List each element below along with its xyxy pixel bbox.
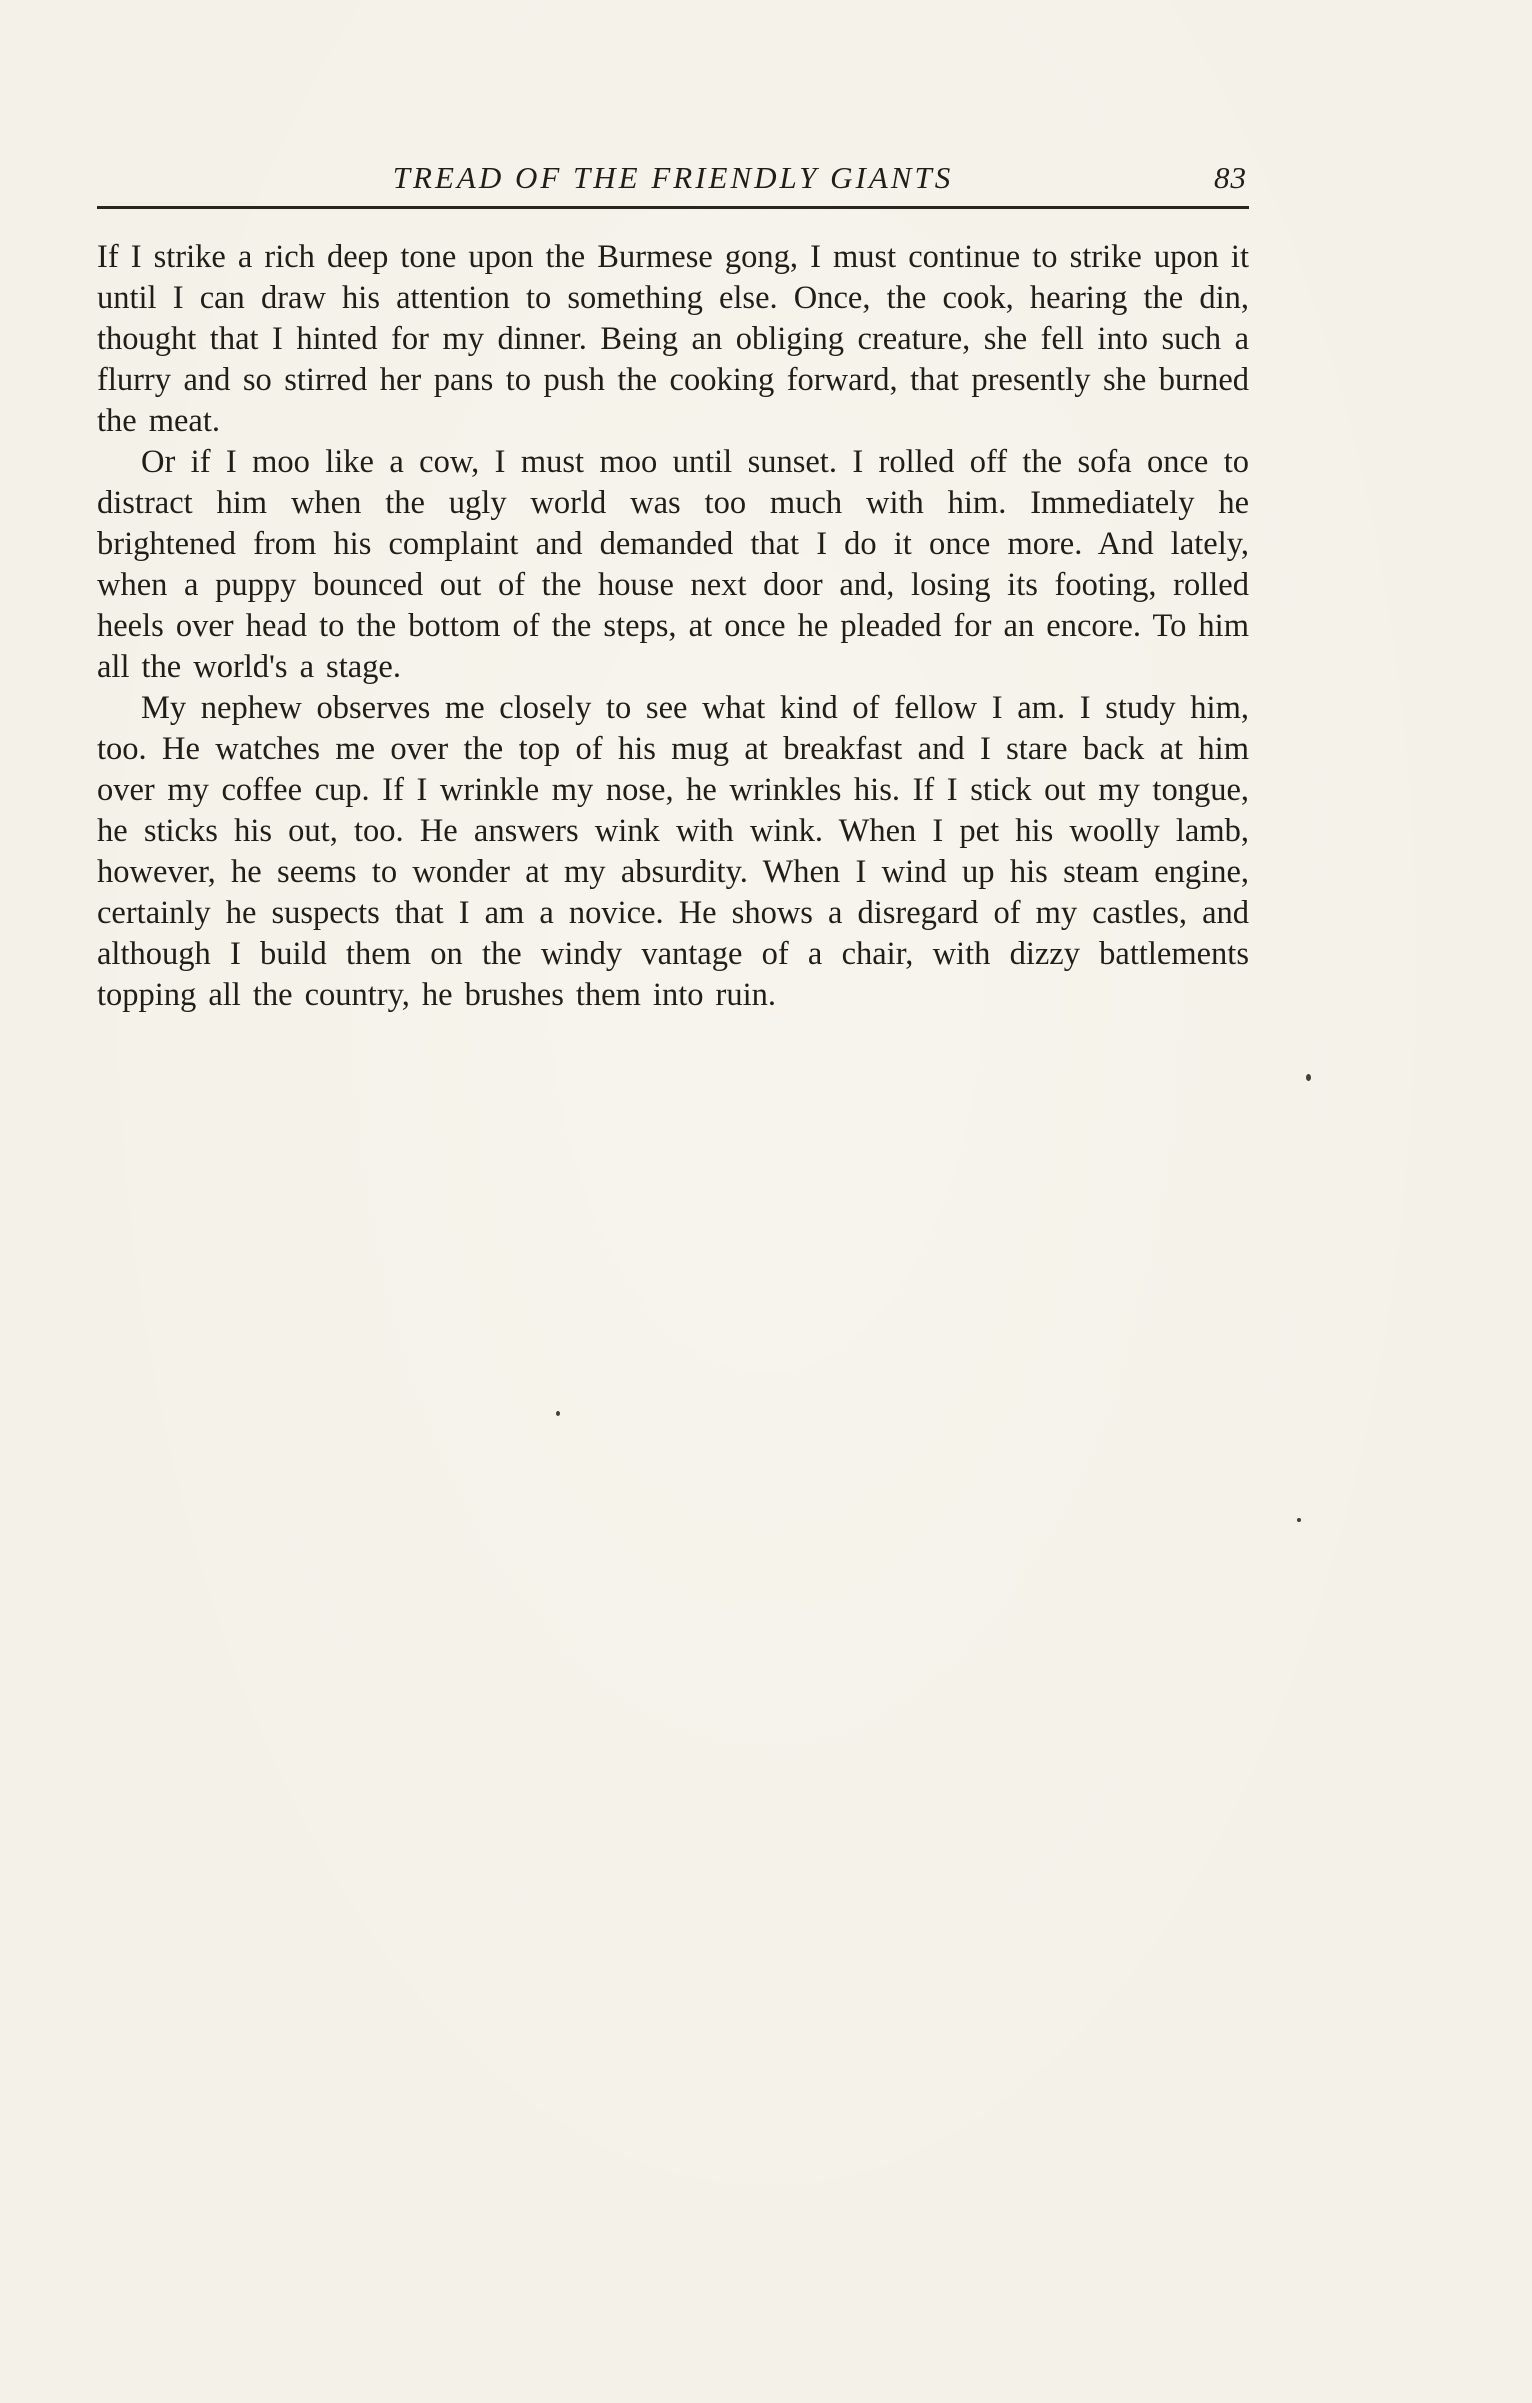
page-number: 83 xyxy=(1214,160,1247,195)
page-title: TREAD OF THE FRIENDLY GIANTS xyxy=(392,160,954,195)
scan-artifact xyxy=(556,1411,560,1416)
running-head xyxy=(97,160,1249,206)
book-page xyxy=(97,160,1249,1016)
paragraph: Or if I moo like a cow, I must moo until sunset. I rolled off the sofa once to distract him when the ugly world was too much with him. Immediately he brightened from his complaint and demanded that I do it once more. And lately, when a puppy bounced out of the house next door and, losing its footing, rolled heels over head to the bottom of the steps, at once he pleaded for an encore. To him all the world's a stage. xyxy=(97,444,1249,685)
paragraph: My nephew observes me closely to see what kind of fellow I am. I study him, too. He watches me over the top of his mug at breakfast and I stare back at him over my coffee cup. If I wrinkle my nose, he wrinkles his. If I stick out my tongue, he sticks his out, too. He answers wink with wink. When I pet his woolly lamb, however, he seems to wonder at my absurdity. When I wind up his steam engine, certainly he suspects that I am a novice. He shows a disregard of my castles, and although I build them on the windy vantage of a chair, with dizzy battlements topping all the country, he brushes them into ruin. xyxy=(97,690,1249,1013)
scan-artifact xyxy=(1306,1074,1311,1081)
scan-artifact xyxy=(1297,1518,1301,1522)
body-text xyxy=(97,237,1249,1016)
paragraph: If I strike a rich deep tone upon the Burmese gong, I must continue to strike upon it until I can draw his attention to something else. Once, the cook, hearing the din, thought that I hinted for my dinner. Being an obliging creature, she fell into such a flurry and so stirred her pans to push the cooking forward, that presently she burned the meat. xyxy=(97,239,1249,439)
header-rule xyxy=(97,206,1249,209)
